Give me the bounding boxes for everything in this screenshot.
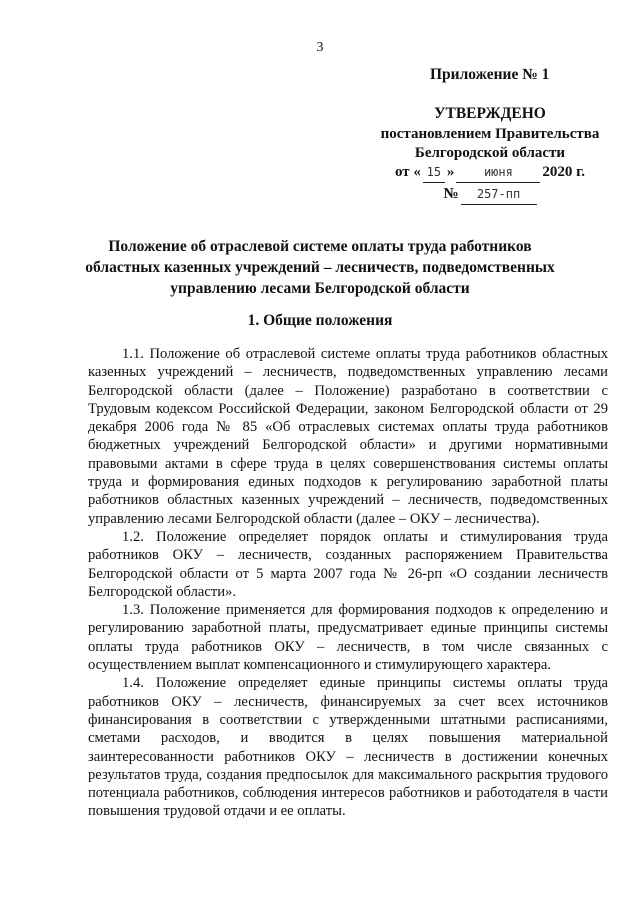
approval-block xyxy=(350,104,630,205)
date-prefix: от « xyxy=(394,164,421,180)
date-quote-close: » xyxy=(446,164,455,180)
decree-number-field: 257-пп xyxy=(461,185,537,205)
approval-date-row xyxy=(350,163,630,183)
date-month-field: июня xyxy=(456,163,540,183)
paragraph-1-1: 1.1. Положение об отраслевой системе оплаты труда работников областных казенных учреждений – лесничеств, подведомственных управлению лесами Белгородской области (далее – Положение) разработано в соответствии с Трудовым кодексом Российской Федерации, законом Белгородской области от 29 декабря 2006 года № 85 «Об отраслевых системах оплаты труда работников бюджетных учреждений Белгородской области» и другими нормативными правовыми актами в сфере труда в целях совершенствования системы оплаты труда и формирования единых подходов к регулированию заработной платы работников областных казенных учреждений – лесничеств, подведомственных управлению лесами Белгородской области (далее – ОКУ – лесничества). xyxy=(88,346,608,527)
section-heading: 1. Общие положения xyxy=(247,312,393,329)
appendix-title: Приложение № 1 xyxy=(430,66,550,83)
paragraph-1-4: 1.4. Положение определяет единые принципы системы оплаты труда работников ОКУ – лесничеств, финансируемых за счет всех источников финансирования в соответствии с утвержденными штатными расписаниями, сметами расходов, и вводится в целях повышения материальной заинтересованности работников ОКУ – лесничеств в достижении конечных результатов труда, создания предпосылок для максимального раскрытия трудового потенциала работников, соблюдения интересов работников и работодателя в части повышения трудовой отдачи и ее оплаты. xyxy=(88,675,608,820)
approved-label: УТВЕРЖДЕНО xyxy=(434,105,546,122)
document-title: Положение об отраслевой системе оплаты труда работников областных казенных учреждений – лесничеств, подведомственных управлению лесами Белгородской области xyxy=(85,238,555,297)
date-day-field: 15 xyxy=(423,163,445,183)
approval-number-row xyxy=(350,185,630,205)
page-number: 3 xyxy=(316,40,324,55)
paragraph-1-2: 1.2. Положение определяет порядок оплаты и стимулирования труда работников ОКУ – лесничеств, созданных распоряжением Правительства Белгородской области от 5 марта 2007 года № 26-рп «О создании лесничеств Белгородской области». xyxy=(88,528,608,600)
paragraph-1-3: 1.3. Положение применяется для формирования подходов к определению и регулированию заработной платы, предусматривает единые принципы системы оплаты труда работников ОКУ – лесничеств, в том числе связанных с осуществлением выплат компенсационного и стимулирующего характера. xyxy=(88,602,608,674)
approval-line-region: Белгородской области xyxy=(414,145,566,161)
date-year: 2020 г. xyxy=(542,164,586,180)
body-text xyxy=(88,345,608,821)
approval-line-government: постановлением Правительства xyxy=(380,126,600,142)
number-label: № xyxy=(443,186,459,202)
